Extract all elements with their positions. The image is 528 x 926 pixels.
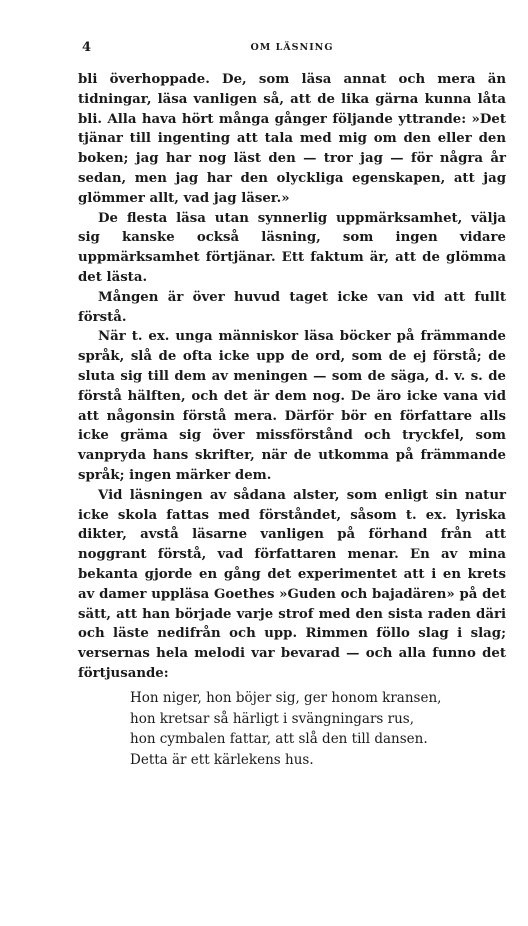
page-number: 4 — [82, 40, 92, 55]
paragraph: bli överhoppade. De, som läsa annat och mera än tidningar, läsa vanligen så, att de lika gärna kunna låta bli. Alla hava hört många gånger följande yttrande: »Det tjänar till ingenting att tala med mig om den eller den boken; jag har nog läst den — tror jag — för några år sedan, men jag har den olyckliga egenskapen, att jag glömmer allt, vad jag läser.» — [78, 72, 506, 206]
paragraph: När t. ex. unga människor läsa böcker på främmande språk, slå de ofta icke upp de ord, som de ej förstå; de sluta sig till dem av meningen — som de säga, d. v. s. de förstå hälften, och det är dem nog. De äro icke vana vid att någonsin förstå mera. Därför bör en författare alls icke gräma sig över missförstånd och tryckfel, som vanpryda hans skrifter, när de utkomma på främmande språk; ingen märker dem. — [78, 329, 506, 483]
poem-line: Hon niger, hon böjer sig, ger honom kransen, — [130, 690, 442, 706]
paragraph: Mången är över huvud taget icke van vid att fullt förstå. — [78, 289, 506, 325]
running-head: OM LÄSNING — [250, 42, 334, 53]
page-header — [78, 40, 506, 60]
paragraph: De flesta läsa utan synnerlig uppmärksamhet, välja sig kanske också läsning, som ingen vidare uppmärksamhet förtjänar. Ett faktum är, att de glömma det lästa. — [78, 210, 506, 285]
paragraph: Vid läsningen av sådana alster, som enligt sin natur icke skola fattas med förståndet, såsom t. ex. lyriska dikter, avstå läsarne vanligen på förhand från att noggrant förstå, vad författaren menar. En av mina bekanta gjorde en gång det experimentet att i en krets av damer uppläsa Goethes »Guden och bajadären» på det sätt, att han började varje strof med den sista raden däri och läste nedifrån och upp. Rimmen föllo slag i slag; versernas hela melodi var bevarad — och alla funno det förtjusande: — [78, 487, 506, 681]
poem-line: hon kretsar så härligt i svängningars rus, — [130, 710, 415, 727]
body-text — [78, 70, 506, 684]
poem-quote — [130, 688, 510, 770]
poem-line: Detta är ett kärlekens hus. — [130, 751, 314, 768]
poem-line: hon cymbalen fattar, att slå den till dansen. — [130, 731, 428, 747]
